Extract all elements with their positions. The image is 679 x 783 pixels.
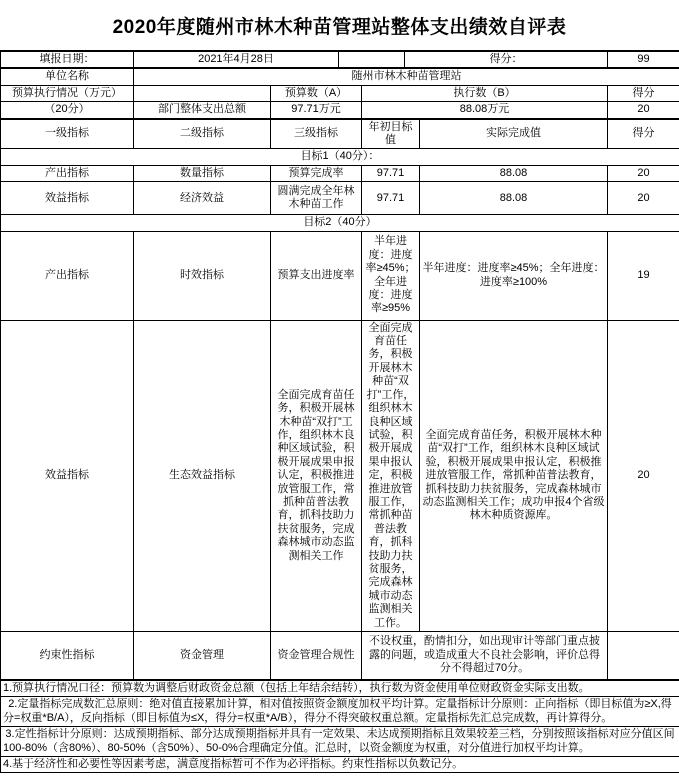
table-row-goal1-label [1, 149, 679, 165]
table-row-indicator-headers [1, 119, 679, 149]
budget-section-label-line1: 预算执行情况（万元） [1, 85, 134, 101]
goal2-r1-score: 20 [608, 320, 679, 631]
table-row [1, 182, 679, 215]
goal2-r1-target: 全面完成育苗任务，积极开展林木种苗“双打”工作，组织林木良种区域试验，积极开展成果申报认定，积极推进放管服工作，常抓种苗普法教育，抓科技助力扶贫服务，完成森林城市动态监测相关工作。 [362, 320, 420, 631]
goal1-r0-score: 20 [608, 165, 679, 181]
indicator-table [0, 119, 679, 680]
sheet-title-band [0, 0, 679, 51]
report-date-value: 2021年4月28日 [134, 52, 339, 68]
budget-item-name: 部门整体支出总额 [134, 102, 271, 118]
constraint-level1: 约束性指标 [1, 632, 134, 680]
goal1-r1-level1: 效益指标 [1, 182, 134, 215]
goal1-r0-level2: 数量指标 [134, 165, 271, 181]
goal2-r0-score: 19 [608, 231, 679, 320]
notes-table [0, 680, 679, 773]
table-row-goal2-label [1, 215, 679, 231]
goal1-r1-actual: 88.08 [420, 182, 608, 215]
goal2-r0-target: 半年进度：进度率≥45%；全年进度：进度率≥95% [362, 231, 420, 320]
header-level1: 一级指标 [1, 119, 134, 149]
table-row-meta-date [1, 52, 679, 68]
goal1-r0-actual: 88.08 [420, 165, 608, 181]
goal1-r1-level3: 圆满完成全年林木种苗工作 [271, 182, 362, 215]
budget-header-blank [134, 85, 271, 101]
table-row-budget-headers [1, 85, 679, 101]
table-row [1, 320, 679, 631]
meta-spacer-cell [339, 52, 405, 68]
note-4: 4.基于经济性和必要性等因素考虑，满意度指标暂可不作为必评指标。约束性指标以负数记分。 [1, 757, 679, 773]
header-actual: 实际完成值 [420, 119, 608, 149]
note-3: 3.定性指标计分原则：达成预期指标、部分达成预期指标并具有一定效果、未达成预期指标且效果较差三档，分别按照该指标对应分值区间100-80%（含80%）、80-50%（含50%）、50-0%合理确定分值。汇总时，以资金额度为权重，对分值进行加权平均计算。 [1, 727, 679, 757]
table-row [1, 231, 679, 320]
table-row [1, 165, 679, 181]
table-row-note [1, 757, 679, 773]
goal1-r0-target: 97.71 [362, 165, 420, 181]
goal1-label: 目标1（40分）： [1, 149, 679, 165]
header-score: 得分 [608, 119, 679, 149]
budget-score-value: 20 [608, 102, 679, 118]
goal2-label: 目标2（40分） [1, 215, 679, 231]
goal1-r0-level3: 预算完成率 [271, 165, 362, 181]
note-2: 2.定量指标完成数汇总原则：绝对值直接累加计算，相对值按照资金额度加权平均计算。定量指标计分原则：正向指标（即目标值为≥X,得分=权重*B/A），反向指标（即目标值为≤X，得分=权重*A/B），得分不得突破权重总额。定量指标先汇总完成数，再计算得分。 [1, 697, 679, 727]
table-row-unit-name [1, 69, 679, 85]
budget-header-executed-number: 执行数（B） [362, 85, 608, 101]
total-score-label: 得分： [405, 52, 608, 68]
table-row-note [1, 697, 679, 727]
constraint-target-actual: 不设权重，酌情扣分，如出现审计等部门重点披露的问题，或造成重大不良社会影响，评价总得分不得超过70分。 [362, 632, 608, 680]
budget-table [0, 68, 679, 118]
goal2-r1-level1: 效益指标 [1, 320, 134, 631]
goal1-r1-target: 97.71 [362, 182, 420, 215]
budget-header-budget-number: 预算数（A） [271, 85, 362, 101]
header-level3: 三级指标 [271, 119, 362, 149]
table-row-note [1, 681, 679, 697]
table-row-budget-values [1, 102, 679, 118]
constraint-level2: 资金管理 [134, 632, 271, 680]
report-date-label: 填报日期： [1, 52, 134, 68]
goal2-r0-level2: 时效指标 [134, 231, 271, 320]
goal2-r1-actual: 全面完成育苗任务，积极开展林木种苗“双打”工作，组织林木良种区域试验，积极开展成果申报认定，积极推进放管服工作，常抓种苗普法教育，抓科技助力扶贫服务，完成森林城市动态监测相关工作；成功申报4个省级林木种质资源库。 [420, 320, 608, 631]
goal2-r0-actual: 半年进度：进度率≥45%；全年进度：进度率≥100% [420, 231, 608, 320]
goal2-r0-level3: 预算支出进度率 [271, 231, 362, 320]
header-level2: 二级指标 [134, 119, 271, 149]
unit-name-label: 单位名称 [1, 69, 134, 85]
constraint-level3: 资金管理合规性 [271, 632, 362, 680]
budget-number-value: 97.71万元 [271, 102, 362, 118]
goal2-r0-level1: 产出指标 [1, 231, 134, 320]
table-row-note [1, 727, 679, 757]
unit-name-value: 随州市林木种苗管理站 [134, 69, 679, 85]
budget-executed-value: 88.08万元 [362, 102, 608, 118]
goal2-r1-level2: 生态效益指标 [134, 320, 271, 631]
header-target: 年初目标值 [362, 119, 420, 149]
total-score-value: 99 [608, 52, 679, 68]
note-1: 1.预算执行情况口径：预算数为调整后财政资金总额（包括上年结余结转），执行数为资金使用单位财政资金实际支出数。 [1, 681, 679, 697]
page-title: 2020年度随州市林木种苗管理站整体支出绩效自评表 [112, 16, 567, 38]
goal1-r1-level2: 经济效益 [134, 182, 271, 215]
budget-section-label-line2: （20分） [1, 102, 134, 118]
goal1-r0-level1: 产出指标 [1, 165, 134, 181]
table-row-constraint [1, 632, 679, 680]
goal2-r1-level3: 全面完成育苗任务，积极开展林木种苗“双打”工作，组织林木良种区域试验，积极开展成果申报认定，积极推进放管服工作，常抓种苗普法教育，抓科技助力扶贫服务，完成森林城市动态监测相关工作 [271, 320, 362, 631]
meta-band-table [0, 51, 679, 68]
goal1-r1-score: 20 [608, 182, 679, 215]
budget-header-score: 得分 [608, 85, 679, 101]
constraint-score [608, 632, 679, 680]
